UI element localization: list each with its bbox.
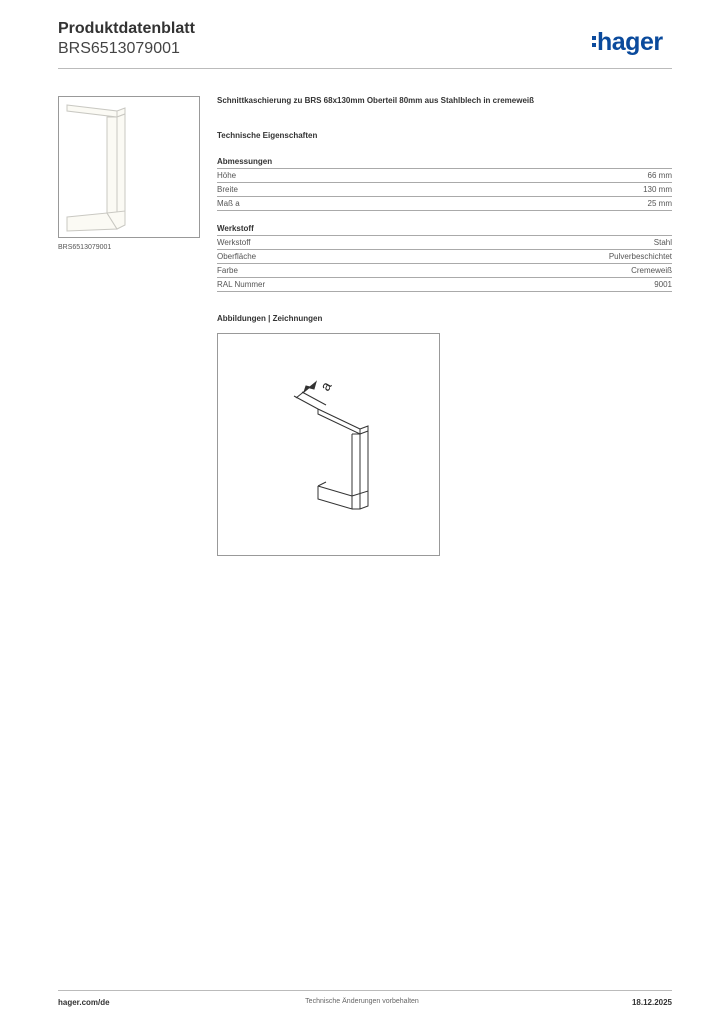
technical-drawing-icon [218, 334, 439, 555]
row-key: Oberfläche [217, 252, 257, 261]
row-key: Breite [217, 185, 238, 194]
header-divider [58, 68, 672, 69]
row-divider [217, 210, 672, 211]
logo-dots-icon [592, 33, 596, 50]
group-title-material: Werkstoff [217, 224, 254, 233]
table-row [217, 235, 672, 249]
technical-drawing-frame [217, 333, 440, 556]
tech-properties-title: Technische Eigenschaften [217, 131, 318, 140]
dimension-label-a: a [316, 378, 335, 394]
row-key: Höhe [217, 171, 237, 180]
row-value: Pulverbeschichtet [608, 252, 672, 261]
product-photo-icon [59, 97, 199, 237]
table-row [217, 249, 672, 263]
logo-text: hager [597, 28, 663, 56]
product-image-frame [58, 96, 200, 238]
product-image-caption: BRS6513079001 [58, 244, 112, 251]
table-row [217, 263, 672, 277]
row-key: Maß a [217, 199, 240, 208]
row-value: 25 mm [647, 199, 672, 208]
footer-date: 18.12.2025 [631, 998, 672, 1007]
drawings-title: Abbildungen | Zeichnungen [217, 314, 323, 323]
footer-note: Technische Änderungen vorbehalten [305, 998, 419, 1005]
table-row [217, 277, 672, 291]
details-column [217, 96, 672, 323]
row-key: Werkstoff [217, 238, 251, 247]
footer-divider [58, 990, 672, 991]
footer-website-link[interactable]: hager.com/de [58, 998, 110, 1007]
row-key: RAL Nummer [217, 280, 266, 289]
group-title-dimensions: Abmessungen [217, 157, 273, 166]
row-value: 130 mm [643, 185, 672, 194]
product-code: BRS6513079001 [58, 40, 180, 57]
product-description: Schnittkaschierung zu BRS 68x130mm Oberteil 80mm aus Stahlblech in cremeweiß [217, 96, 534, 105]
row-value: 9001 [654, 280, 672, 289]
row-value: Stahl [653, 238, 672, 247]
table-row [217, 168, 672, 182]
table-row [217, 182, 672, 196]
hager-logo[interactable] [592, 28, 663, 57]
row-value: 66 mm [647, 171, 672, 180]
row-divider [217, 291, 672, 292]
table-row [217, 196, 672, 210]
header-title: Produktdatenblatt [58, 20, 195, 37]
row-value: Cremeweiß [631, 266, 672, 275]
row-key: Farbe [217, 266, 238, 275]
